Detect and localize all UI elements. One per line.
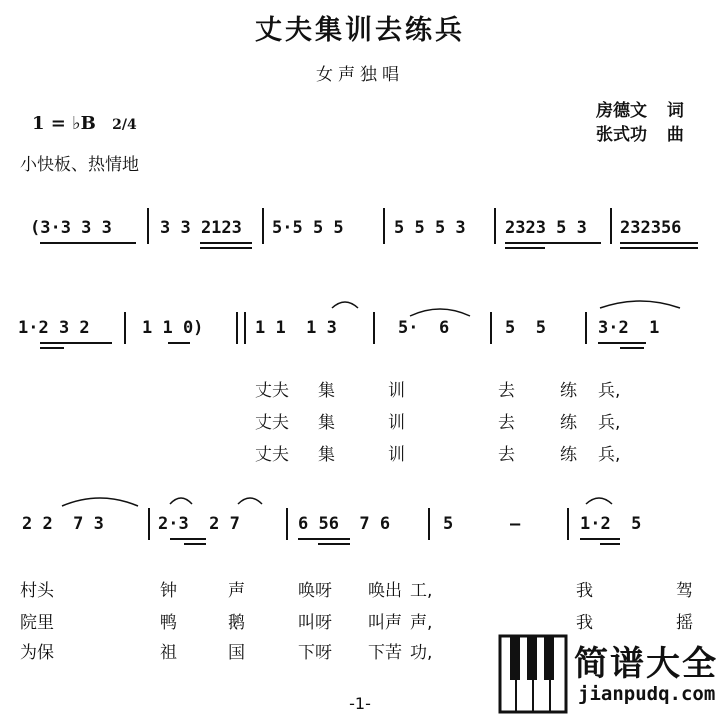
site-logo-text: 简谱大全 [574, 644, 718, 684]
barline [567, 508, 569, 540]
barline [286, 508, 288, 540]
slur [236, 492, 264, 506]
composer-role: 曲 [666, 125, 684, 145]
lyric: 声, [410, 613, 433, 633]
slur [330, 296, 360, 310]
beam [40, 242, 136, 244]
beam [298, 538, 350, 540]
measure: 3·2 1 [598, 318, 660, 338]
site-url: jianpudq.com [578, 683, 716, 705]
lyric: 训 [388, 413, 405, 433]
lyric: 练 [560, 381, 577, 401]
measure: 5 5 5 3 [394, 218, 466, 238]
lyric: 练 [560, 445, 577, 465]
slur [584, 492, 614, 506]
beam [505, 242, 601, 244]
beam [40, 342, 112, 344]
beam [170, 538, 206, 540]
slur [60, 492, 140, 508]
lyric: 丈夫 [255, 381, 289, 401]
barline [124, 312, 126, 344]
beam [600, 543, 620, 545]
measure: 2323 5 3 [505, 218, 587, 238]
beam [620, 242, 698, 244]
beam [168, 342, 190, 344]
lyric: 下呀 [298, 643, 332, 663]
measure: 2·3 2 7 [158, 514, 240, 534]
lyric: 工, [410, 581, 433, 601]
measure: — [510, 514, 521, 534]
lyric: 去 [498, 413, 515, 433]
lyric: 集 [318, 381, 335, 401]
lyric: 摇 [676, 613, 693, 633]
barline [383, 208, 385, 244]
measure: 5 [443, 514, 454, 534]
beam [620, 347, 644, 349]
lyric: 去 [498, 381, 515, 401]
barline [494, 208, 496, 244]
lyric: 去 [498, 445, 515, 465]
barline [490, 312, 492, 344]
score-row-1 [0, 218, 720, 258]
barline [236, 312, 238, 344]
beam [184, 543, 206, 545]
barline [585, 312, 587, 344]
lyric: 丈夫 [255, 413, 289, 433]
beam [598, 342, 646, 344]
lyric: 为保 [20, 643, 54, 663]
lyric: 唤呀 [298, 581, 332, 601]
lyric: 叫呀 [298, 613, 332, 633]
beam [505, 247, 545, 249]
time-signature: 2/4 [112, 117, 137, 133]
lyric: 集 [318, 413, 335, 433]
lyric: 下苦 [368, 643, 402, 663]
tie [598, 296, 682, 310]
tie [408, 304, 472, 318]
lyric: 兵, [598, 445, 621, 465]
composer-name: 张式功 [596, 125, 647, 145]
barline [610, 208, 612, 244]
measure: 5 5 [505, 318, 546, 338]
beam [200, 242, 252, 244]
lyric: 训 [388, 445, 405, 465]
barline [428, 508, 430, 540]
lyric: 丈夫 [255, 445, 289, 465]
score-row-3 [0, 514, 720, 554]
lyric: 训 [388, 381, 405, 401]
measure: 6 56 7 6 [298, 514, 391, 534]
composer-credit [596, 120, 684, 145]
lyric: 我 [576, 581, 593, 601]
measure: 1·2 3 2 [18, 318, 90, 338]
song-title: 丈夫集训去练兵 [255, 15, 465, 46]
lyric: 院里 [20, 613, 54, 633]
lyric: 兵, [598, 413, 621, 433]
measure: 1·2 5 [580, 514, 642, 534]
score-row-2 [0, 318, 720, 358]
beam [620, 247, 698, 249]
measure: (3·3 3 3 [30, 218, 112, 238]
lyricist-role: 词 [666, 101, 684, 121]
measure: 5·5 5 5 [272, 218, 344, 238]
lyric: 钟 [160, 581, 177, 601]
beam [580, 538, 620, 540]
slur [168, 492, 194, 506]
barline [244, 312, 246, 344]
lyric: 驾 [676, 581, 693, 601]
key-signature [32, 113, 137, 134]
song-subtitle: 女声独唱 [316, 65, 404, 85]
barline [373, 312, 375, 344]
measure: 5· 6 [398, 318, 450, 338]
measure: 1 1 0) [142, 318, 204, 338]
beam [200, 247, 252, 249]
lyric: 我 [576, 613, 593, 633]
lyric: 声 [228, 581, 245, 601]
measure: 2 2 7 3 [22, 514, 104, 534]
barline [148, 508, 150, 540]
lyric: 鹅 [228, 613, 245, 633]
lyric: 叫声 [368, 613, 402, 633]
lyric: 唤出 [368, 581, 402, 601]
lyricist-credit [596, 96, 684, 121]
key-label: 1 = ♭B [32, 113, 96, 134]
beam [40, 347, 64, 349]
page-number: -1- [349, 694, 371, 713]
barline [262, 208, 264, 244]
lyric: 鸭 [160, 613, 177, 633]
lyric: 国 [228, 643, 245, 663]
lyric: 祖 [160, 643, 177, 663]
lyric: 兵, [598, 381, 621, 401]
measure: 1 1 1 3 [255, 318, 337, 338]
lyric: 功, [410, 643, 433, 663]
measure: 3 3 2123 [160, 218, 242, 238]
lyricist-name: 房德文 [596, 101, 647, 121]
beam [318, 543, 350, 545]
lyric: 集 [318, 445, 335, 465]
lyric: 练 [560, 413, 577, 433]
measure: 232356 [620, 218, 682, 238]
barline [147, 208, 149, 244]
lyric: 村头 [20, 581, 54, 601]
tempo-marking: 小快板、热情地 [20, 155, 139, 175]
